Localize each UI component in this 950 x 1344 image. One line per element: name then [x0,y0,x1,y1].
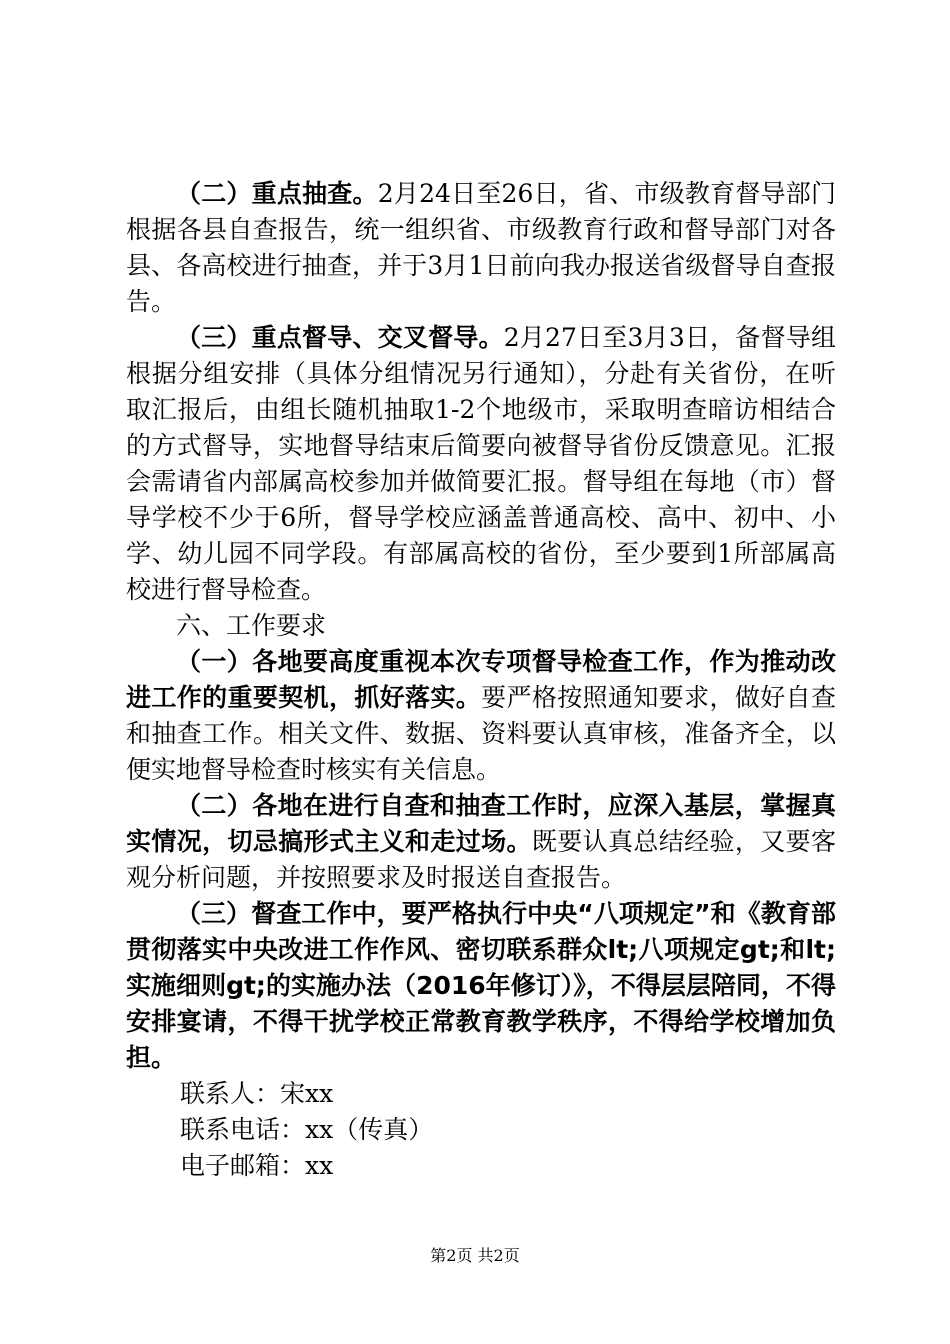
text-key-supervision: 2月27日至3月3日，备督导组根据分组安排（具体分组情况另行通知），分赴有关省份，在听取汇报后，由组长随机抽取1-2个地级市，采取明查暗访相结合的方式督导，实地督导结束后简要向被督导省份反馈意见。汇报会需请省内部属高校参加并做简要汇报。督导组在每地（市）督导学校不少于6所，督导学校应涵盖普通高校、高中、初中、小学、幼儿园不同学段。有部属高校的省份，至少要到1所部属高校进行督导检查。 [126,323,836,604]
paragraph-requirement-3: （三）督查工作中，要严格执行中央“八项规定”和《教育部贯彻落实中央改进工作作风、密切联系群众lt;八项规定gt;和lt;实施细则gt;的实施办法（2016年修订）》，不得层层陪同，不得安排宴请，不得干扰学校正常教育教学秩序，不得给学校增加负担。 [126,899,836,1072]
section-heading-work-requirements: 六、工作要求 [176,611,327,640]
contact-phone: 联系电话：xx（传真） [180,1115,434,1144]
page-footer: 第2页 共2页 [430,1246,520,1265]
text-spot-check: 2月24日至26日，省、市级教育督导部门根据各县自查报告，统一组织省、市级教育行政和督导部门对各县、各高校进行抽查，并于3月1日前向我办报送省级督导自查报告。 [126,179,836,316]
contact-email: 电子邮箱：xx [180,1151,334,1180]
heading-spot-check: （二）重点抽查。 [176,179,378,208]
requirement-1-text: 要严格按照通知要求，做好自查和抽查工作。相关文件、数据、资料要认真审核，准备齐全，以便实地督导检查时核实有关信息。 [126,683,836,784]
requirement-1-emphasis: （一）各地要高度重视本次专项督导检查工作，作为推动改进工作的重要契机，抓好落实。 [126,647,836,712]
paragraph-spot-check [126,176,836,320]
paragraph-key-supervision [126,320,836,608]
heading-key-supervision: （三）重点督导、交叉督导。 [176,323,504,352]
requirement-2-text: 既要认真总结经验，又要客观分析问题，并按照要求及时报送自查报告。 [126,827,836,892]
requirement-2-emphasis: （二）各地在进行自查和抽查工作时，应深入基层，掌握真实情况，切忌搞形式主义和走过场。 [126,791,836,856]
contact-person: 联系人：宋xx [180,1079,334,1108]
paragraph-requirement-1 [126,644,836,788]
document-body [126,176,836,1184]
paragraph-requirement-2 [126,788,836,896]
